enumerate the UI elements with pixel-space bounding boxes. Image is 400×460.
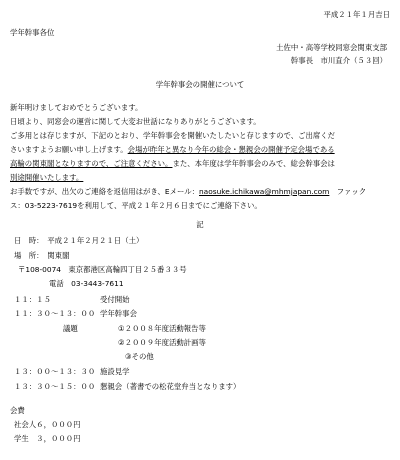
body-line-6-a: お手数ですが、出欠のご連絡を返信用はがき、Eメール： [10,187,199,196]
body-line-3-underlined: 会場が昨年と異なり今年の総会・懇親会の開催予定会場である [127,145,335,154]
letter-date: 平成２１年１月吉日 [323,10,390,19]
agenda-label: 議題 [63,324,78,333]
body-line-6 [10,187,366,197]
schedule-time-3: １３：００～１３：３０ [14,367,96,376]
venue-value: 関東閣 [47,251,70,260]
body-line-1: 日頃より、同窓会の運営に関して大変お世話になりありがとうございます。 [10,117,261,126]
fees-label: 会費 [10,406,25,415]
body-line-3-plain: さいますようお願い申し上げます。 [10,145,128,154]
schedule-time-2: １１：３０～１３：００ [14,309,96,318]
postal-address: 〒108-0074 東京都港区高輪四丁目２５番３３号 [18,265,187,274]
phone-number: 電話 03-3443-7611 [49,279,124,288]
agenda-item-1: ①２００８年度活動報告等 [118,324,206,333]
fee-student: 学生 ３，０００円 [14,434,81,443]
schedule-desc-1: 受付開始 [100,295,130,304]
schedule-time-4: １３：３０～１５：００ [14,382,96,391]
body-line-5 [10,173,83,183]
body-line-4 [10,159,335,169]
greeting-line: 新年明けましておめでとうございます。 [10,103,143,112]
body-line-7: ス：03-5223-7619を利用して、平成２１年２月６日までにご連絡下さい。 [10,201,262,210]
schedule-desc-2: 学年幹事会 [100,309,137,318]
body-line-6-b: ファック [329,187,367,196]
sender-organization: 土佐中・高等学校同窓会関東支部 [276,43,387,52]
venue-label: 場 所： [14,251,40,260]
body-line-5-underlined: 別途開催いたします。 [10,173,84,182]
agenda-item-3: ③その他 [125,352,154,361]
fee-member: 社会人６，０００円 [14,420,81,429]
email-link[interactable]: naosuke.ichikawa@mhmjapan.com [199,187,330,196]
date-label: 日 時： [14,236,40,245]
recipient-line: 学年幹事各位 [10,28,55,37]
body-line-3 [10,145,335,155]
schedule-desc-4: 懇親会（著書での松花堂弁当となります） [100,382,241,391]
body-line-2: ご多用とは存じますが、下記のとおり、学年幹事会を開催いたしたいと存じますので、ご出席くだ [10,131,336,140]
body-line-4-plain: また、本年度は学年幹事会のみで、総会幹事会は [172,159,335,168]
agenda-item-2: ②２００９年度活動計画等 [118,338,206,347]
ki-heading: 記 [196,220,204,229]
schedule-time-1: １１：１５ [14,295,51,304]
schedule-desc-3: 施設見学 [100,367,130,376]
body-line-4-underlined-a: 高輪の関東閣となりますので、ご注意ください。 [10,159,173,168]
sender-name: 幹事長 市川直介（５３回） [290,56,387,65]
venue-row [14,251,69,261]
letter-title: 学年幹事会の開催について [155,80,245,89]
date-value: 平成２１年２月２１日（土） [47,236,144,245]
date-row [14,236,143,246]
